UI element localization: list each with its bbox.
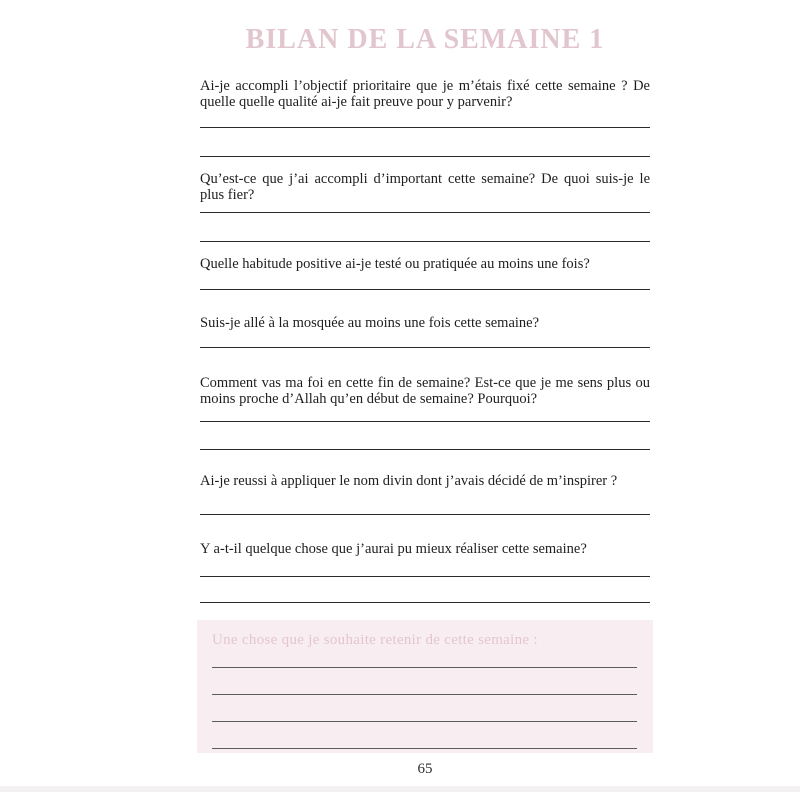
answer-line [200,241,650,242]
page-title: BILAN DE LA SEMAINE 1 [245,24,605,55]
summary-answer-line [212,748,637,749]
answer-line [200,127,650,128]
answer-line [200,212,650,213]
question-text-7: Y a-t-il quelque chose que j’aurai pu mieux réaliser cette semaine? [200,541,587,557]
answer-line [200,156,650,157]
question-text-3: Quelle habitude positive ai-je testé ou pratiquée au moins une fois? [200,256,590,272]
answer-line [200,289,650,290]
answer-line [200,421,650,422]
question-text-5: Comment vas ma foi en cette fin de semaine? Est-ce que je me sens plus ou moins proche d’Allah qu’en début de semaine? Pourquoi? [200,375,650,407]
answer-line [200,602,650,603]
question-text-6: Ai-je reussi à appliquer le nom divin dont j’avais décidé de m’inspirer ? [200,473,618,489]
answer-line [200,347,650,348]
summary-answer-line [212,721,637,722]
summary-box [197,620,653,753]
answer-line [200,449,650,450]
summary-answer-line [212,694,637,695]
question-text-2: Qu’est-ce que j’ai accompli d’important cette semaine? De quoi suis-je le plus fier? [200,171,650,203]
page-bottom-edge [0,786,800,792]
question-text-1: Ai-je accompli l’objectif prioritaire que je m’étais fixé cette semaine ? De quelle quelle qualité ai-je fait preuve pour y parvenir? [200,78,650,110]
summary-answer-line [212,667,637,668]
answer-line [200,576,650,577]
page-number: 65 [417,761,433,777]
question-text-4: Suis-je allé à la mosquée au moins une fois cette semaine? [200,315,540,331]
answer-line [200,514,650,515]
summary-box-label: Une chose que je souhaite retenir de cette semaine : [212,632,538,648]
